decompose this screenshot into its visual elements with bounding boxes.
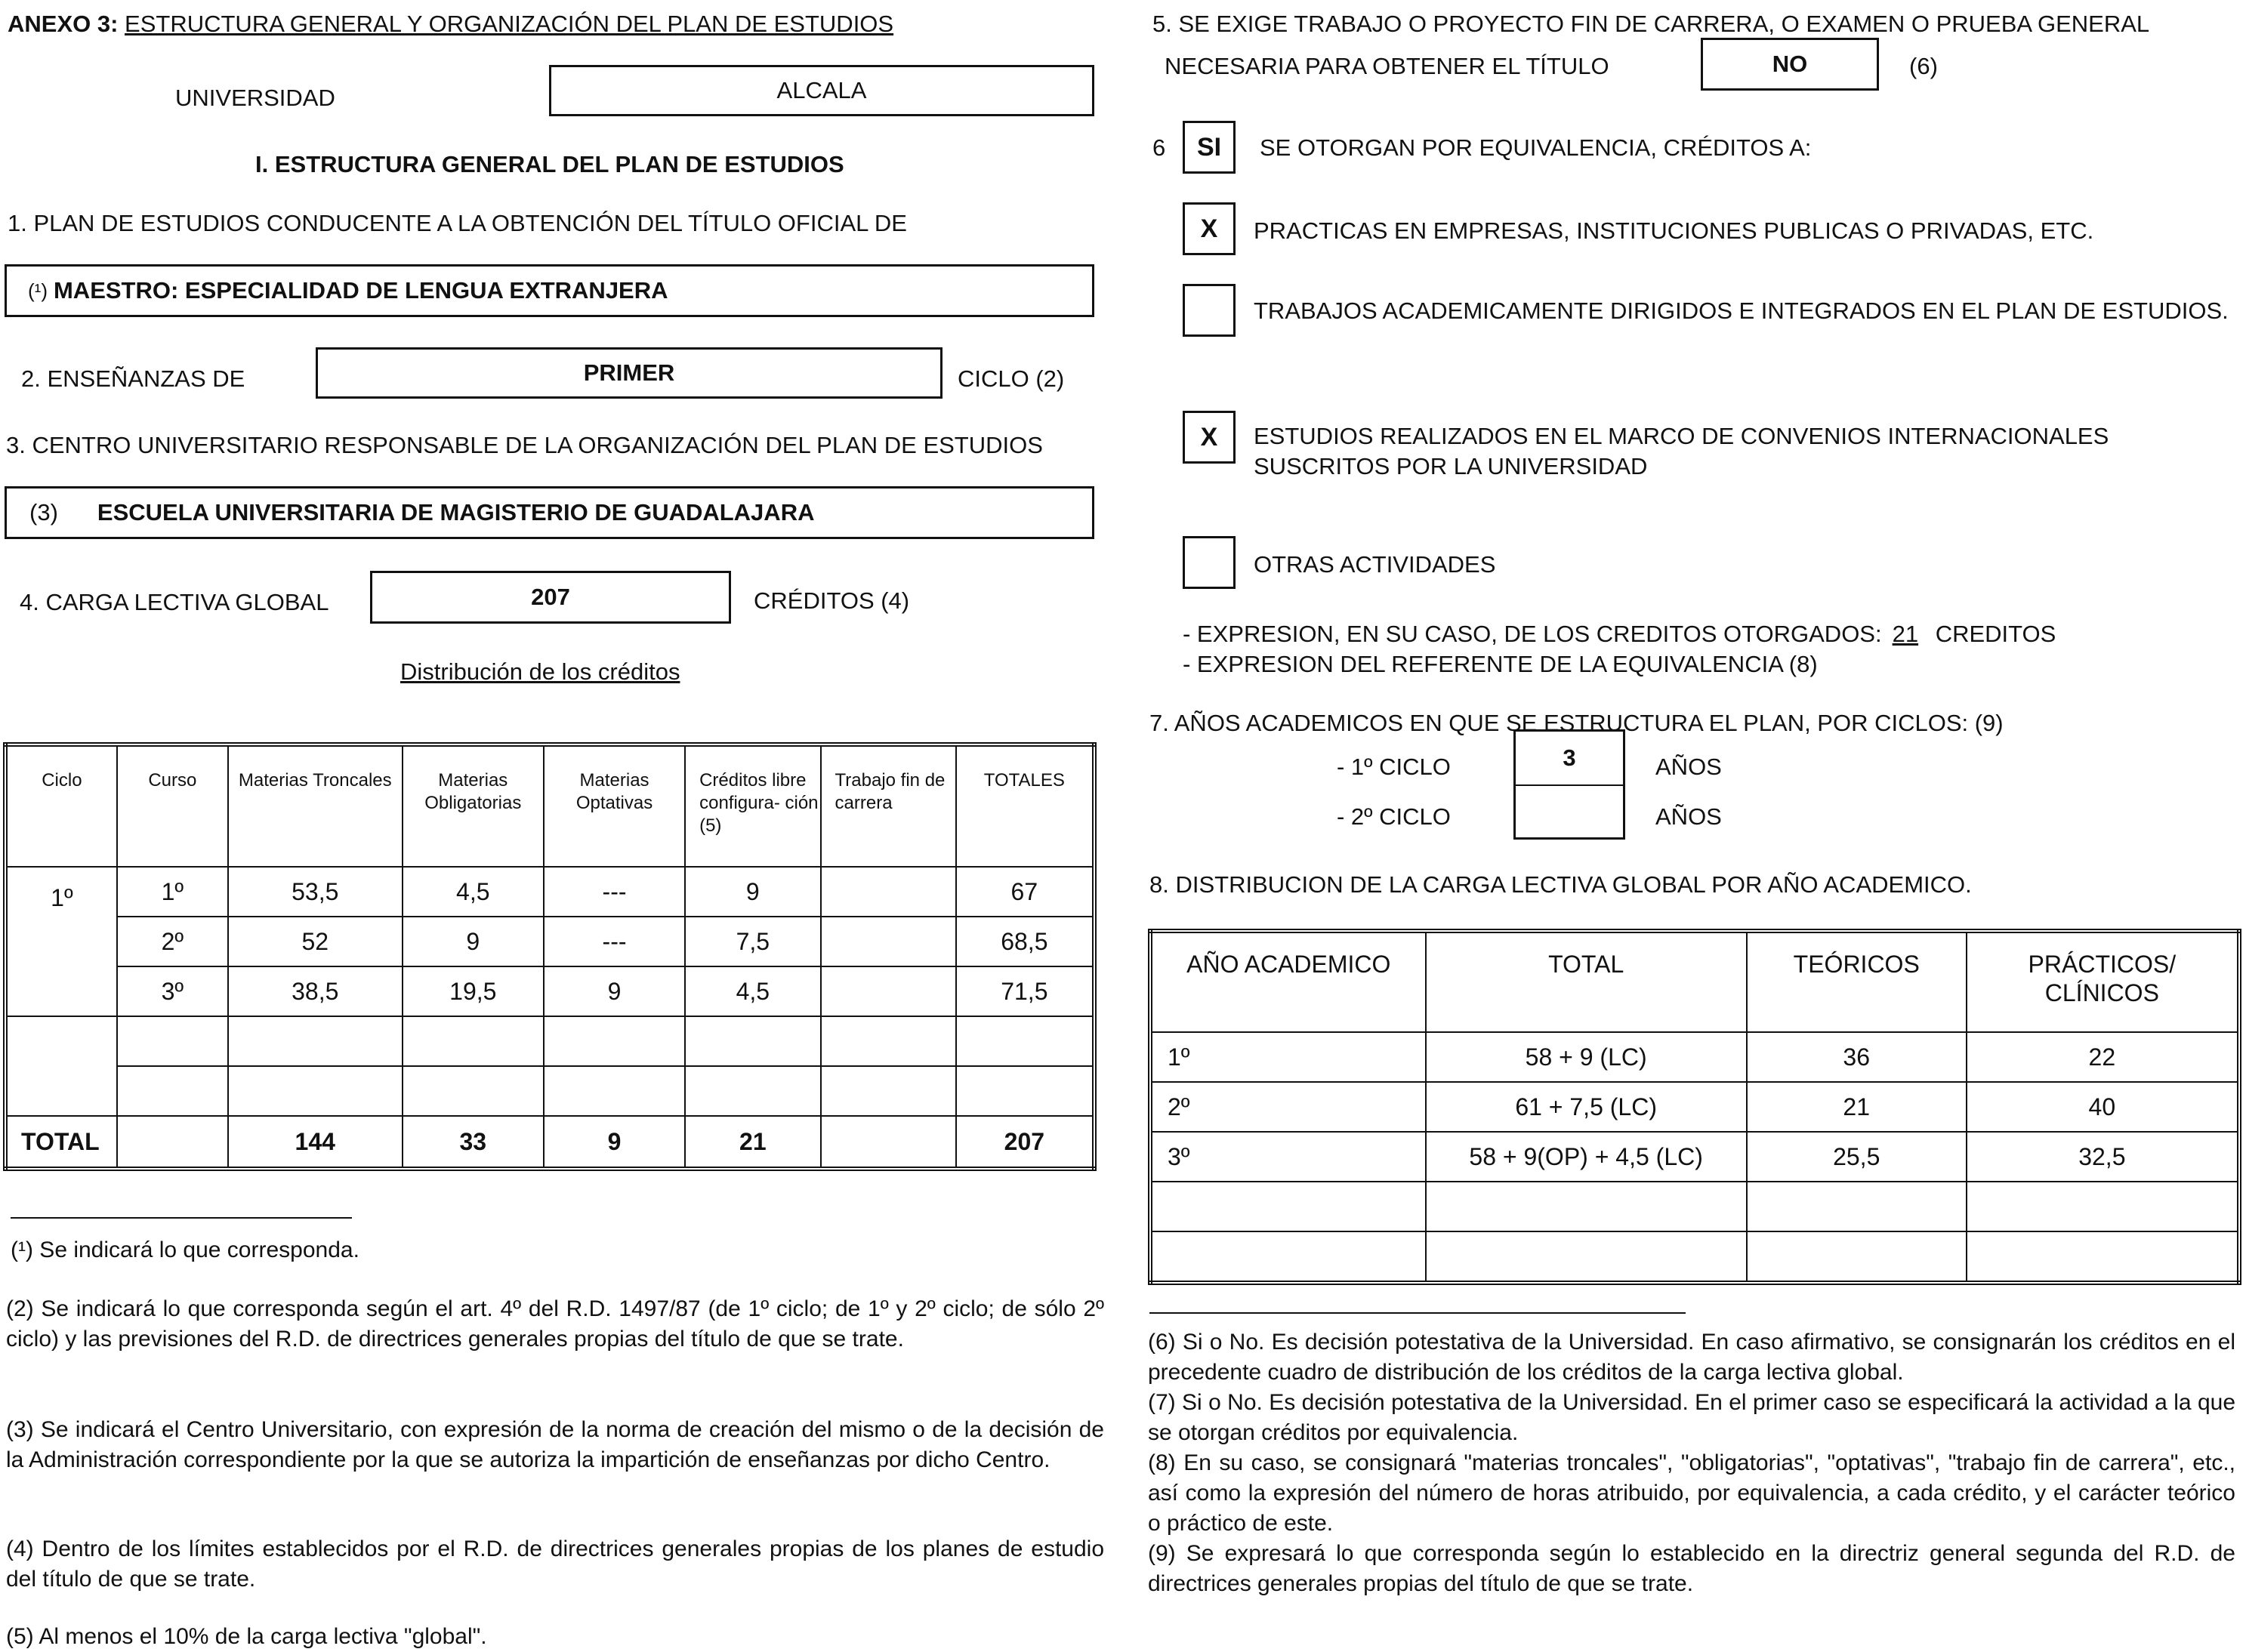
table-cell: 2º <box>1150 1082 1426 1132</box>
checkbox-convenios[interactable] <box>1183 411 1236 464</box>
table-cell <box>956 1016 1094 1066</box>
table-row-empty <box>5 1016 1094 1066</box>
header-trabajo-fin: Trabajo fin de carrera <box>821 744 956 867</box>
table-cell <box>1150 1231 1426 1283</box>
ciclo1-label: - 1º CICLO <box>1337 754 1451 780</box>
table-cell <box>403 1066 544 1116</box>
table-cell <box>1150 1182 1426 1231</box>
table-cell: 53,5 <box>228 867 403 917</box>
item5-line2: NECESARIA PARA OBTENER EL TÍTULO <box>1165 53 1609 79</box>
table-row <box>5 917 1094 966</box>
table-row-empty <box>1150 1231 2239 1283</box>
table-cell: 21 <box>685 1116 820 1169</box>
table-cell <box>821 867 956 917</box>
table-cell: 58 + 9(OP) + 4,5 (LC) <box>1426 1132 1747 1182</box>
footnote-separator-right <box>1149 1312 1686 1314</box>
table-cell: 4,5 <box>685 966 820 1016</box>
table-cell: 25,5 <box>1747 1132 1967 1182</box>
table-row-empty <box>5 1066 1094 1116</box>
item6-label: SE OTORGAN POR EQUIVALENCIA, CRÉDITOS A: <box>1260 134 1812 161</box>
header-totales: TOTALES <box>956 744 1094 867</box>
table-cell: 38,5 <box>228 966 403 1016</box>
table-row <box>5 966 1094 1016</box>
table-cell <box>1967 1231 2239 1283</box>
item1-field <box>5 264 1094 317</box>
table-cell <box>821 1016 956 1066</box>
item5-note: (6) <box>1909 53 1938 79</box>
item5-value: NO <box>1772 51 1808 77</box>
table-cell: 52 <box>228 917 403 966</box>
table-cell: 2º <box>117 917 228 966</box>
table-cell: 1º <box>117 867 228 917</box>
table-row <box>1150 1032 2239 1082</box>
table-cell <box>685 1066 820 1116</box>
expr-creditos-value: 21 <box>1892 621 1919 647</box>
item1-value: MAESTRO: ESPECIALIDAD DE LENGUA EXTRANJERA <box>53 277 668 304</box>
table-cell: 207 <box>956 1116 1094 1169</box>
item3-field <box>5 486 1094 539</box>
table-cell <box>821 1116 956 1169</box>
table-cell: 68,5 <box>956 917 1094 966</box>
header-obligatorias: Materias Obligatorias <box>403 744 544 867</box>
expr-creditos-label: - EXPRESION, EN SU CASO, DE LOS CREDITOS OTORGADOS: <box>1183 621 1882 647</box>
item6-field <box>1183 121 1236 174</box>
header-libre-configuracion: Créditos libre configura- ción (5) <box>685 744 820 867</box>
anos-label-1: AÑOS <box>1655 754 1722 780</box>
table-cell <box>956 1066 1094 1116</box>
table-cell: 3º <box>117 966 228 1016</box>
table-cell <box>821 966 956 1016</box>
footnote-9: (9) Se expresará lo que corresponda según lo establecido en la directriz general segunda del R.D. de directrices generales propias del título de que se trate. <box>1148 1541 2235 1596</box>
annex-heading <box>8 11 893 38</box>
check-mark: X <box>1200 422 1218 452</box>
table-cell <box>1426 1182 1747 1231</box>
table-cell: 9 <box>544 966 685 1016</box>
checkbox-label: ESTUDIOS REALIZADOS EN EL MARCO DE CONVENIOS INTERNACIONALES SUSCRITOS POR LA UNIVERSIDAD <box>1254 423 2109 479</box>
item2-suffix: CICLO (2) <box>958 365 1065 392</box>
table-cell: 36 <box>1747 1032 1967 1082</box>
item2-label: 2. ENSEÑANZAS DE <box>21 365 245 392</box>
check-mark: X <box>1200 214 1218 243</box>
table-cell <box>117 1066 228 1116</box>
item7-label: 7. AÑOS ACADEMICOS EN QUE SE ESTRUCTURA EL PLAN, POR CICLOS: (9) <box>1149 710 2004 736</box>
table-cell: 9 <box>685 867 820 917</box>
footnote-2: (2) Se indicará lo que corresponda según el art. 4º del R.D. 1497/87 (de 1º ciclo; de 1º y 2º ciclo; de sólo 2º ciclo) y las previsiones del R.D. de directrices generales propias del título de que se trate. <box>6 1296 1104 1351</box>
checkbox-label: OTRAS ACTIVIDADES <box>1254 551 1496 578</box>
item4-field <box>370 571 731 624</box>
footnote-7: (7) Si o No. Es decisión potestativa de la Universidad. En el primer caso se especificará la actividad a la que se otorgan créditos por equivalencia. <box>1148 1390 2235 1445</box>
table-cell: 32,5 <box>1967 1132 2239 1182</box>
footnote-5: (5) Al menos el 10% de la carga lectiva "global". <box>6 1624 487 1649</box>
table-cell: 9 <box>403 917 544 966</box>
table-row <box>1150 1082 2239 1132</box>
table-cell <box>403 1016 544 1066</box>
header-total: TOTAL <box>1426 931 1747 1032</box>
ciclo1-value: 3 <box>1516 732 1623 786</box>
item1-label: 1. PLAN DE ESTUDIOS CONDUCENTE A LA OBTENCIÓN DEL TÍTULO OFICIAL DE <box>8 210 907 236</box>
table-cell: 58 + 9 (LC) <box>1426 1032 1747 1082</box>
item8-label: 8. DISTRIBUCION DE LA CARGA LECTIVA GLOBAL POR AÑO ACADEMICO. <box>1149 871 1972 898</box>
table-cell <box>544 1016 685 1066</box>
footnote-8: (8) En su caso, se consignará "materias troncales", "obligatorias", "optativas", "trabajo fin de carrera", etc., así como la expresión del número de horas atribuido, por equivalencia, a cada crédito, y el carácter teórico o práctico de este. <box>1148 1450 2235 1536</box>
annex-title: ESTRUCTURA GENERAL Y ORGANIZACIÓN DEL PLAN DE ESTUDIOS <box>125 11 894 37</box>
item4-value: 207 <box>531 584 570 610</box>
header-ano: AÑO ACADEMICO <box>1150 931 1426 1032</box>
checkbox-practicas[interactable] <box>1183 202 1236 255</box>
table-cell: 4,5 <box>403 867 544 917</box>
table-cell <box>117 1116 228 1169</box>
table-row <box>1150 1132 2239 1182</box>
table-header-row <box>5 744 1094 867</box>
item3-label: 3. CENTRO UNIVERSITARIO RESPONSABLE DE LA ORGANIZACIÓN DEL PLAN DE ESTUDIOS <box>6 432 1043 458</box>
anos-label-2: AÑOS <box>1655 803 1722 830</box>
expr-referente: - EXPRESION DEL REFERENTE DE LA EQUIVALENCIA (8) <box>1183 651 1818 677</box>
distribution-title: Distribución de los créditos <box>400 658 680 685</box>
credit-distribution-table <box>3 742 1097 1171</box>
table-cell: 40 <box>1967 1082 2239 1132</box>
table-cell <box>228 1016 403 1066</box>
table-cell: 33 <box>403 1116 544 1169</box>
item4-label: 4. CARGA LECTIVA GLOBAL <box>20 589 329 615</box>
table-cell: 61 + 7,5 (LC) <box>1426 1082 1747 1132</box>
ciclo-cell: 1º <box>5 867 117 1016</box>
header-curso: Curso <box>117 744 228 867</box>
ciclo2-value <box>1516 786 1623 839</box>
header-ciclo: Ciclo <box>5 744 117 867</box>
checkbox-otras[interactable] <box>1183 536 1236 589</box>
footnote-1: (¹) Se indicará lo que corresponda. <box>11 1237 359 1262</box>
expr-creditos-unit: CREDITOS <box>1935 621 2056 647</box>
universidad-field <box>549 65 1094 116</box>
footnote-3: (3) Se indicará el Centro Universitario, con expresión de la norma de creación del mismo o de la decisión de la Administración correspondiente por la que se autoriza la impartición de enseñanzas por dicho Centro. <box>6 1417 1104 1472</box>
table-cell <box>1747 1231 1967 1283</box>
table-cell: 3º <box>1150 1132 1426 1182</box>
table-cell <box>1747 1182 1967 1231</box>
table-row-empty <box>1150 1182 2239 1231</box>
item5-field <box>1701 38 1879 91</box>
table-cell: 22 <box>1967 1032 2239 1082</box>
table-cell: 7,5 <box>685 917 820 966</box>
table-cell <box>821 1066 956 1116</box>
item6-number: 6 <box>1152 134 1166 161</box>
header-optativas: Materias Optativas <box>544 744 685 867</box>
expr-creditos <box>1183 621 2056 648</box>
header-practicos: PRÁCTICOS/ CLÍNICOS <box>1967 931 2239 1032</box>
header-teoricos: TEÓRICOS <box>1747 931 1967 1032</box>
table-cell <box>544 1066 685 1116</box>
table-cell: 9 <box>544 1116 685 1169</box>
item4-suffix: CRÉDITOS (4) <box>754 587 910 614</box>
header-troncales: Materias Troncales <box>228 744 403 867</box>
checkbox-label: PRACTICAS EN EMPRESAS, INSTITUCIONES PUBLICAS O PRIVADAS, ETC. <box>1254 217 2094 244</box>
universidad-label: UNIVERSIDAD <box>175 85 335 111</box>
table-row <box>5 867 1094 917</box>
checkbox-label: TRABAJOS ACADEMICAMENTE DIRIGIDOS E INTEGRADOS EN EL PLAN DE ESTUDIOS. <box>1254 297 2229 324</box>
item2-field <box>316 347 943 399</box>
academic-year-table <box>1148 929 2241 1285</box>
table-cell <box>1967 1182 2239 1231</box>
table-cell: --- <box>544 867 685 917</box>
table-cell <box>5 1016 117 1116</box>
table-cell: 67 <box>956 867 1094 917</box>
table-cell <box>1426 1231 1747 1283</box>
table-cell <box>821 917 956 966</box>
table-cell: 71,5 <box>956 966 1094 1016</box>
footnote-separator <box>11 1217 352 1219</box>
ciclos-field <box>1513 729 1625 840</box>
item6-value: SI <box>1196 132 1222 162</box>
table-cell: 144 <box>228 1116 403 1169</box>
item5-line1: 5. SE EXIGE TRABAJO O PROYECTO FIN DE CARRERA, O EXAMEN O PRUEBA GENERAL <box>1152 11 2150 37</box>
table-cell: 1º <box>1150 1032 1426 1082</box>
table-cell <box>117 1016 228 1066</box>
footnote-4: (4) Dentro de los límites establecidos por el R.D. de directrices generales propias de los planes de estudio del título de que se trate. <box>6 1536 1104 1592</box>
table-header-row <box>1150 931 2239 1032</box>
universidad-value: ALCALA <box>776 77 867 103</box>
annex-label: ANEXO 3: <box>8 11 119 37</box>
table-cell <box>685 1016 820 1066</box>
checkbox-trabajos[interactable] <box>1183 284 1236 337</box>
item1-footnote-ref: (¹) <box>28 279 48 302</box>
section-title: I. ESTRUCTURA GENERAL DEL PLAN DE ESTUDIOS <box>255 151 844 177</box>
total-label: TOTAL <box>5 1116 117 1169</box>
item2-value: PRIMER <box>583 359 675 386</box>
ciclo2-label: - 2º CICLO <box>1337 803 1451 830</box>
table-cell: --- <box>544 917 685 966</box>
item3-footnote-ref: (3) <box>29 499 58 525</box>
footnote-6: (6) Si o No. Es decisión potestativa de la Universidad. En caso afirmativo, se consignarán los créditos en el precedente cuadro de distribución de los créditos de la carga lectiva global. <box>1148 1330 2235 1385</box>
table-cell <box>228 1066 403 1116</box>
item3-value: ESCUELA UNIVERSITARIA DE MAGISTERIO DE GUADALAJARA <box>97 499 815 525</box>
table-cell: 19,5 <box>403 966 544 1016</box>
table-cell: 21 <box>1747 1082 1967 1132</box>
table-total-row <box>5 1116 1094 1169</box>
